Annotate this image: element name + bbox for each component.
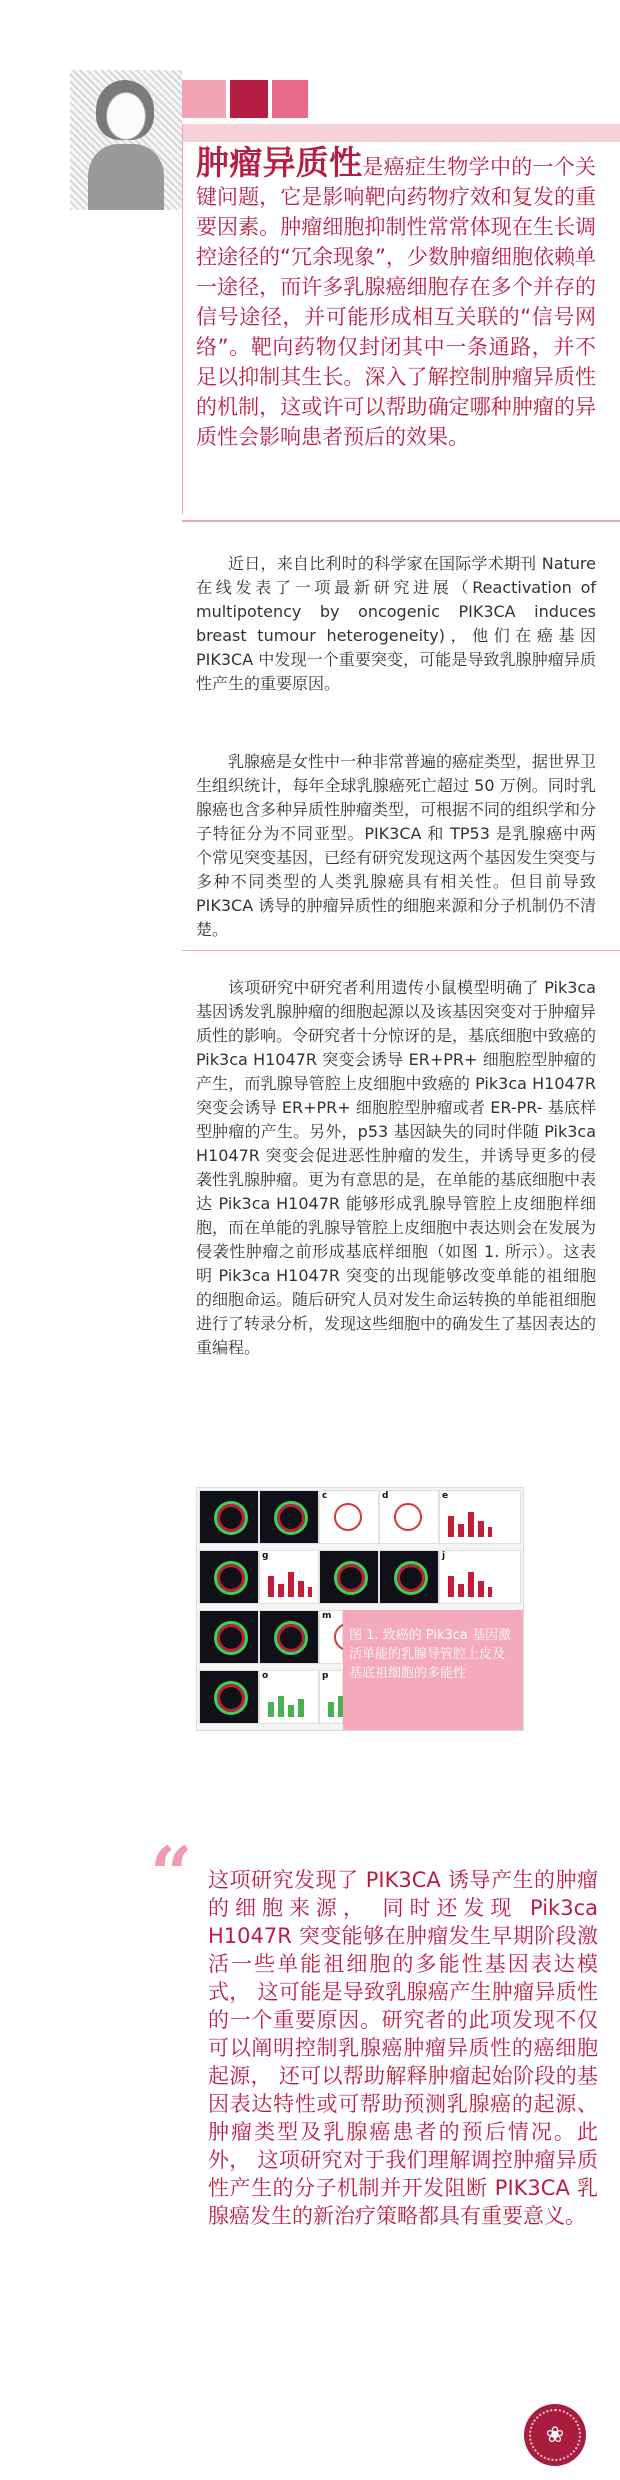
panel-label: j — [442, 1551, 446, 1561]
figure-panel-a — [199, 1490, 259, 1544]
panel-label: g — [262, 1551, 269, 1561]
figure-panel-i — [379, 1550, 439, 1604]
figure-panel-j — [439, 1550, 521, 1604]
portrait-body — [88, 144, 164, 210]
decor-square-dark — [230, 80, 268, 118]
intro-text: 是癌症生物学中的一个关键问题，它是影响靶向药物疗效和复发的重要因素。肿瘤细胞抑制性常常体现在生长调控途径的“冗余现象”，少数肿瘤细胞依赖单一途径，而许多乳腺癌细胞存在多个并存的信号途径，并可能形成相互关联的“信号网络”。靶向药物仅封闭其中一条通路，并不足以抑制其生长。深入了解控制肿瘤异质性的机制，这或许可以帮助确定哪种肿瘤的异质性会影响患者预后的效果。 — [196, 155, 597, 449]
pull-quote: 这项研究发现了 PIK3CA 诱导产生的肿瘤的细胞来源， 同时还发现 Pik3ca H1047R 突变能够在肿瘤发生早期阶段激活一些单能祖细胞的多能性基因表达模式， 这可能是导致乳腺癌产生肿瘤异质性的一个重要原因。研究者的此项发现不仅可以阐明控制乳腺癌肿瘤异质性的癌细胞起源， 还可以帮助解释肿瘤起始阶段的基因表达特性或可帮助预测乳腺癌的起源、 肿瘤类型及乳腺癌患者的预后情况。此外， 这项研究对于我们理解调控肿瘤异质性产生的分子机制并开发阻断 PIK3CA 乳腺癌发生的新治疗策略都具有重要意义。 — [208, 1868, 598, 2228]
panel-label: h — [322, 1551, 329, 1561]
figure-1 — [196, 1487, 524, 1731]
section-divider-2 — [182, 950, 620, 951]
figure-panel-e — [439, 1490, 521, 1544]
figure-panel-d — [379, 1490, 439, 1544]
figure-panel-o — [259, 1670, 319, 1724]
figure-panel-c — [319, 1490, 379, 1544]
section-divider — [182, 520, 620, 522]
body-paragraph-3: 该项研究中研究者利用遗传小鼠模型明确了 Pik3ca 基因诱发乳腺肿瘤的细胞起源以及该基因突变对于肿瘤异质性的影响。令研究者十分惊讶的是，基底细胞中致癌的 Pik3ca H1047R 突变会诱导 ER+PR+ 细胞腔型肿瘤的产生，而乳腺导管腔上皮细胞中致癌的 Pik3ca H1047R 突变会诱导 ER+PR+ 细胞腔型肿瘤或者 ER-PR- 基底样型肿瘤的产生。另外，p53 基因缺失的同时伴随 Pik3ca H1047R 突变会促进恶性肿瘤的发生，并诱导更多的侵袭性乳腺肿瘤。更为有意思的是，在单能的基底细胞中表达 Pik3ca H1047R 能够形成乳腺导管腔上皮细胞样细胞，而在单能的乳腺导管腔上皮细胞中表达则会在发展为侵袭性肿瘤之前形成基底样细胞（如图 1. 所示）。这表明 Pik3ca H1047R 突变的出现能够改变单能的祖细胞的细胞命运。随后研究人员对发生命运转换的单能祖细胞进行了转录分析，发现这些细胞中的确发生了基因表达的重编程。 — [196, 978, 597, 1357]
decor-square-pale — [182, 80, 226, 118]
body-paragraph-1: 近日，来自比利时的科学家在国际学术期刊 Nature 在线发表了一项最新研究进展（Reactivation of multipotency by oncogenic PIK3CA induces breast tumour heterogeneity)，他们在癌基因PIK3CA 中发现一个重要突变，可能是导致乳腺肿瘤异质性产生的重要原因。 — [196, 554, 596, 693]
panel-label: f — [202, 1551, 206, 1561]
figure-panel-k — [199, 1610, 259, 1664]
quote-mark-icon: “ — [150, 1832, 193, 1918]
header-pink-bar — [182, 124, 620, 142]
portrait-face — [106, 92, 146, 140]
panel-label: n — [202, 1671, 209, 1681]
panel-label: b — [262, 1491, 269, 1501]
figure-panel-p — [319, 1670, 343, 1724]
seal-flower-icon: ❀ — [545, 2422, 565, 2448]
panel-label: o — [262, 1671, 269, 1681]
panel-label: e — [442, 1491, 449, 1501]
body-paragraph-2: 乳腺癌是女性中一种非常普遍的癌症类型，据世界卫生组织统计，每年全球乳腺癌死亡超过 50 万例。同时乳腺癌也含多种异质性肿瘤类型，可根据不同的组织学和分子特征分为不同亚型。PIK3CA 和 TP53 是乳腺癌中两个常见突变基因，已经有研究发现这两个基因发生突变与多种不同类型的人类乳腺癌具有相关性。但目前导致 PIK3CA 诱导的肿瘤异质性的细胞来源和分子机制仍不清楚。 — [196, 752, 597, 939]
publisher-seal-logo — [524, 2404, 586, 2466]
panel-label: l — [262, 1611, 266, 1621]
intro-left-rule — [182, 124, 183, 514]
figure-panel-h — [319, 1550, 379, 1604]
panel-label: k — [202, 1611, 208, 1621]
panel-label: p — [322, 1671, 329, 1681]
panel-label: d — [382, 1491, 389, 1501]
figure-panel-l — [259, 1610, 319, 1664]
figure-panel-b — [259, 1490, 319, 1544]
figure-panel-n — [199, 1670, 259, 1724]
panel-label: a — [202, 1491, 209, 1501]
figure-panel-f — [199, 1550, 259, 1604]
panel-label: c — [322, 1491, 328, 1501]
intro-lead-term: 肿瘤异质性 — [196, 143, 363, 182]
figure-panel-g — [259, 1550, 319, 1604]
author-portrait — [70, 70, 182, 210]
panel-label: i — [382, 1551, 386, 1561]
panel-label: m — [322, 1611, 332, 1621]
decor-square-mid — [272, 80, 308, 118]
figure-caption: 图 1. 致癌的 Pik3ca 基因激活单能的乳腺导管腔上皮及基底祖细胞的多能性 — [349, 1628, 512, 1681]
intro-paragraph — [196, 143, 597, 452]
figure-panel-m — [319, 1610, 343, 1664]
